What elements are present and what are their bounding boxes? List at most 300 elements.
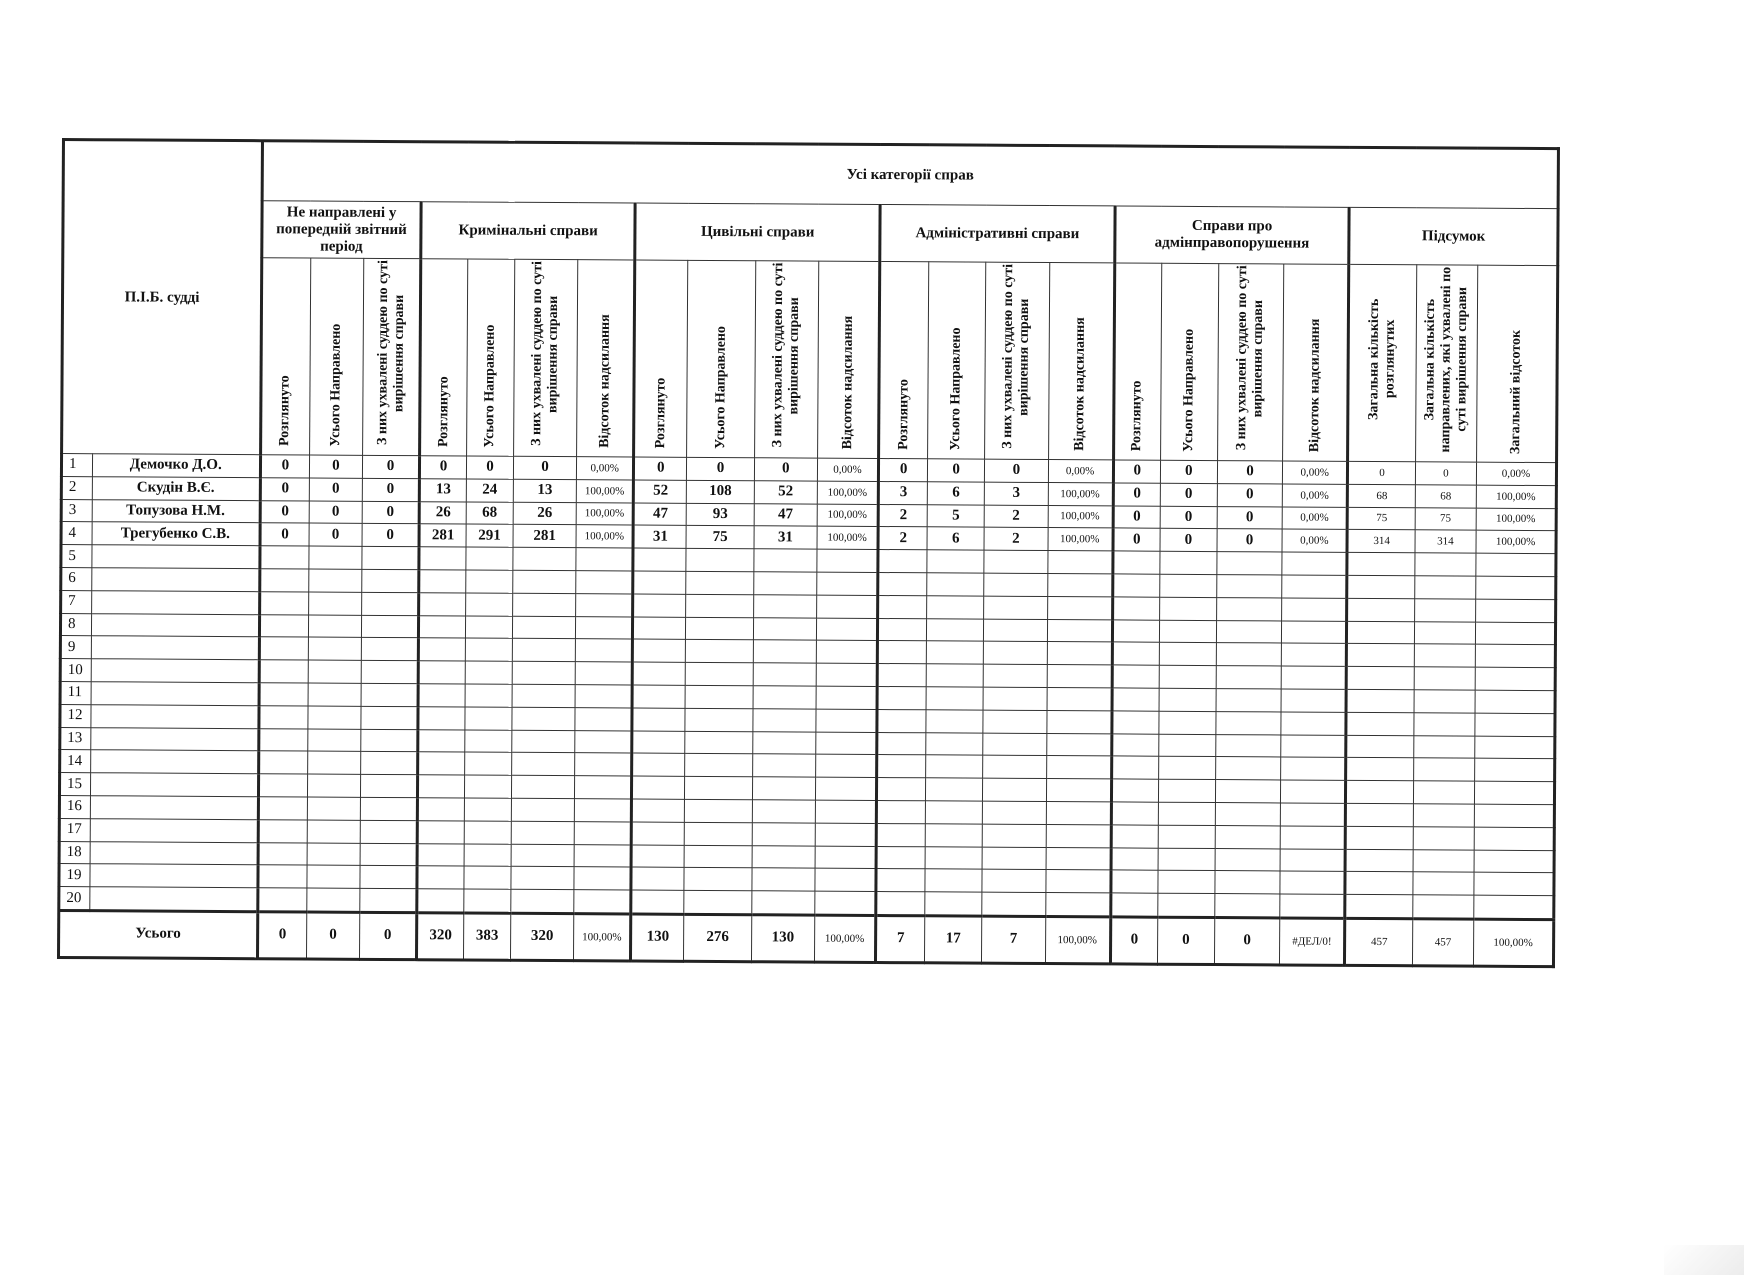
table-cell	[576, 616, 633, 639]
table-cell	[1282, 598, 1347, 621]
table-cell	[632, 799, 685, 822]
table-cell	[815, 823, 876, 846]
table-cell	[1474, 872, 1554, 895]
table-cell	[1474, 804, 1554, 827]
column-header-label: Загальна кількість розглянутих	[1366, 298, 1399, 420]
table-cell	[362, 547, 419, 570]
table-cell	[1413, 849, 1474, 872]
table-cell	[926, 687, 983, 710]
table-cell	[751, 891, 814, 915]
total-cell: 0	[306, 912, 359, 959]
table-cell	[466, 593, 513, 616]
table-cell	[816, 754, 877, 777]
judge-name: Скудін В.Є.	[92, 476, 260, 500]
table-cell	[513, 570, 576, 593]
table-cell	[258, 819, 307, 842]
table-cell	[686, 594, 753, 617]
table-cell	[464, 775, 511, 798]
table-cell: 0	[1113, 528, 1160, 551]
column-header-label: З них ухвалені суддею по суті вирішення справи	[1234, 265, 1267, 451]
group-header-5: Справи про адмінправопорушення	[1115, 206, 1350, 264]
table-cell	[1346, 712, 1413, 735]
table-cell	[753, 663, 816, 686]
table-cell	[816, 709, 877, 732]
table-cell: 100,00%	[817, 481, 878, 504]
total-cell: 100,00%	[1473, 919, 1553, 966]
table-cell	[418, 706, 465, 729]
table-cell	[1282, 552, 1347, 575]
table-cell: 0	[309, 501, 362, 524]
table-cell	[1159, 574, 1216, 597]
table-cell	[1280, 826, 1345, 849]
table-cell	[753, 708, 816, 731]
table-cell	[925, 846, 982, 869]
table-cell	[1347, 644, 1414, 667]
table-cell	[418, 661, 465, 684]
table-cell	[984, 596, 1047, 619]
total-cell: 100,00%	[1045, 916, 1111, 963]
table-cell	[633, 639, 686, 662]
table-cell	[360, 774, 417, 797]
table-cell	[1215, 871, 1280, 894]
judge-name	[89, 887, 257, 912]
table-cell	[417, 820, 464, 843]
table-cell: 0	[362, 455, 419, 478]
table-cell	[361, 706, 418, 729]
table-cell: 0	[1160, 506, 1217, 529]
total-cell: 0	[1214, 917, 1280, 964]
group-header-3: Цивільні справи	[635, 203, 880, 261]
table-cell	[1281, 643, 1346, 666]
table-cell	[632, 822, 685, 845]
table-cell	[309, 592, 362, 615]
table-cell	[925, 824, 982, 847]
table-cell	[1281, 735, 1346, 758]
table-cell	[925, 892, 982, 916]
judge-name	[90, 773, 258, 797]
total-cell: 17	[925, 916, 982, 963]
table-cell	[465, 730, 512, 753]
row-number: 20	[59, 887, 90, 911]
table-cell	[417, 843, 464, 866]
table-cell	[633, 617, 686, 640]
table-cell: 100,00%	[817, 527, 878, 550]
table-cell	[259, 728, 308, 751]
table-cell	[360, 866, 417, 889]
column-header-label: З них ухвалені суддею по суті вирішення справи	[529, 261, 562, 447]
table-cell	[574, 844, 631, 867]
table-cell	[465, 638, 512, 661]
table-cell: 0,00%	[577, 457, 634, 480]
table-cell	[512, 639, 575, 662]
table-cell	[876, 823, 925, 846]
judge-name	[90, 750, 258, 774]
table-cell	[1158, 871, 1215, 894]
column-header-cell	[261, 258, 311, 455]
table-cell	[361, 752, 418, 775]
table-cell	[1160, 551, 1217, 574]
row-number: 11	[60, 681, 91, 704]
table-cell	[815, 891, 876, 915]
judge-name: Топузова Н.М.	[92, 499, 260, 523]
table-cell: 0	[985, 459, 1048, 482]
table-cell	[878, 618, 927, 641]
column-header-label: Розглянуто	[277, 375, 293, 447]
table-cell	[1216, 620, 1281, 643]
table-cell	[984, 642, 1047, 665]
column-header-label: Розглянуто	[895, 379, 912, 451]
table-cell: 2	[984, 505, 1047, 528]
table-cell	[1216, 734, 1281, 757]
table-cell: 75	[1348, 507, 1415, 530]
table-cell	[1046, 801, 1111, 824]
table-cell: 2	[878, 527, 927, 550]
table-cell: 100,00%	[576, 502, 633, 525]
table-cell	[1475, 645, 1555, 668]
table-cell	[574, 890, 631, 914]
table-cell	[513, 593, 576, 616]
table-cell: 100,00%	[1476, 485, 1556, 508]
table-cell	[1047, 687, 1112, 710]
column-header-label: Розглянуто	[652, 377, 669, 449]
table-cell	[632, 662, 685, 685]
table-cell	[877, 686, 926, 709]
table-cell	[512, 753, 575, 776]
table-cell	[464, 889, 511, 913]
table-cell: 0	[260, 500, 309, 523]
table-cell	[1217, 552, 1282, 575]
table-cell	[816, 640, 877, 663]
table-cell: 100,00%	[576, 525, 633, 548]
table-cell	[1047, 642, 1112, 665]
table-cell: 281	[513, 525, 576, 548]
table-cell	[1111, 847, 1158, 870]
judge-name	[90, 864, 258, 888]
column-header-cell	[687, 260, 756, 457]
row-number: 6	[61, 567, 92, 590]
table-cell	[927, 596, 984, 619]
total-cell: 100,00%	[574, 914, 631, 961]
table-cell	[685, 731, 752, 754]
table-cell: 100,00%	[1476, 508, 1556, 531]
table-cell	[925, 801, 982, 824]
table-cell: 3	[878, 481, 927, 504]
judge-name	[91, 613, 259, 637]
table-cell	[632, 685, 685, 708]
column-header-cell	[1283, 264, 1349, 461]
table-cell	[633, 594, 686, 617]
table-cell	[1280, 803, 1345, 826]
table-cell	[927, 618, 984, 641]
table-cell	[307, 865, 360, 888]
table-cell: 2	[984, 528, 1047, 551]
table-cell	[1112, 688, 1159, 711]
table-cell: 5	[927, 504, 984, 527]
table-cell	[1046, 710, 1111, 733]
table-cell	[464, 798, 511, 821]
column-header-cell	[1048, 263, 1114, 460]
table-cell	[1111, 870, 1158, 893]
table-cell	[1474, 827, 1554, 850]
row-number: 5	[61, 545, 92, 568]
column-header-cell	[1415, 265, 1477, 462]
row-number: 8	[60, 613, 91, 636]
table-cell	[259, 705, 308, 728]
group-header-1: Не направлені у попередній звітний період	[262, 201, 421, 259]
table-cell	[926, 732, 983, 755]
table-cell	[876, 869, 925, 892]
column-header-label: Усього Направлено	[482, 324, 498, 448]
column-header-label: Відсоток надсилання	[596, 314, 613, 449]
table-cell: 47	[633, 503, 686, 526]
table-cell	[512, 730, 575, 753]
table-cell	[1346, 826, 1413, 849]
judge-name: Демочко Д.О.	[92, 454, 260, 478]
table-cell	[1215, 780, 1280, 803]
table-cell	[259, 660, 308, 683]
judge-name	[90, 818, 258, 842]
column-header-label: Розглянуто	[435, 376, 452, 448]
table-cell	[632, 731, 685, 754]
table-cell	[1413, 758, 1474, 781]
table-cell	[575, 753, 632, 776]
table-cell	[1347, 667, 1414, 690]
table-cell: 0,00%	[1283, 461, 1348, 484]
table-cell	[417, 866, 464, 889]
table-cell	[632, 708, 685, 731]
table-cell: 100,00%	[817, 504, 878, 527]
row-number: 16	[59, 795, 90, 818]
table-cell	[1476, 553, 1556, 576]
table-cell: 0,00%	[817, 458, 878, 481]
table-cell	[1045, 893, 1110, 917]
column-header-label: Загальний відсоток	[1508, 329, 1524, 454]
table-cell: 100,00%	[576, 479, 633, 502]
table-cell	[1346, 781, 1413, 804]
table-cell	[926, 778, 983, 801]
table-cell	[309, 569, 362, 592]
table-cell	[1415, 553, 1476, 576]
judge-name	[91, 590, 259, 614]
table-cell: 26	[419, 501, 466, 524]
table-cell	[465, 707, 512, 730]
table-cell	[753, 640, 816, 663]
table-cell	[258, 865, 307, 888]
judge-name	[90, 841, 258, 865]
table-cell: 100,00%	[1047, 528, 1112, 551]
table-cell: 0	[634, 457, 687, 480]
table-cell	[511, 844, 574, 867]
total-cell: 0	[257, 912, 306, 959]
table-cell	[817, 549, 878, 572]
table-cell	[1215, 803, 1280, 826]
table-cell	[1414, 713, 1475, 736]
column-header-label: Усього Направлено	[948, 327, 965, 451]
table-cell	[1476, 576, 1556, 599]
table-cell: 0	[1113, 460, 1160, 483]
column-header-label: З них ухвалені суддею по суті вирішення справи	[1000, 264, 1033, 450]
report-table	[57, 138, 1560, 968]
table-cell: 31	[633, 525, 686, 548]
judge-name	[90, 727, 258, 751]
table-cell	[983, 710, 1046, 733]
table-cell	[1158, 757, 1215, 780]
table-cell	[1217, 575, 1282, 598]
table-cell	[815, 846, 876, 869]
table-cell	[685, 822, 752, 845]
column-header-cell	[1217, 264, 1283, 461]
table-cell: 0	[1217, 461, 1282, 484]
table-cell	[1159, 620, 1216, 643]
table-cell	[927, 550, 984, 573]
table-cell	[686, 571, 753, 594]
table-cell	[1112, 642, 1159, 665]
row-number: 15	[59, 773, 90, 796]
table-cell: 26	[513, 502, 576, 525]
table-cell	[511, 798, 574, 821]
table-cell	[1281, 712, 1346, 735]
table-cell	[511, 867, 574, 890]
table-cell	[1281, 689, 1346, 712]
table-cell	[753, 617, 816, 640]
table-cell	[1216, 643, 1281, 666]
table-cell	[684, 868, 751, 891]
table-cell	[1047, 551, 1112, 574]
table-cell: 314	[1415, 530, 1476, 553]
row-number: 18	[59, 841, 90, 864]
table-cell	[307, 820, 360, 843]
column-header-cell	[985, 262, 1049, 459]
table-cell	[877, 641, 926, 664]
table-cell	[512, 684, 575, 707]
table-cell	[684, 890, 751, 914]
table-cell	[877, 732, 926, 755]
table-cell	[983, 778, 1046, 801]
column-header-cell	[1348, 264, 1417, 461]
table-cell: 0	[309, 523, 362, 546]
table-cell	[631, 867, 684, 890]
table-cell	[308, 683, 361, 706]
row-number: 12	[60, 704, 91, 727]
table-cell	[815, 777, 876, 800]
table-cell	[512, 707, 575, 730]
table-cell	[633, 571, 686, 594]
table-cell	[1216, 597, 1281, 620]
table-cell	[419, 615, 466, 638]
row-number: 1	[61, 454, 92, 477]
table-cell	[1280, 849, 1345, 872]
row-number: 14	[60, 750, 91, 773]
table-cell	[927, 573, 984, 596]
table-cell: 6	[927, 527, 984, 550]
table-cell	[926, 641, 983, 664]
table-cell	[816, 618, 877, 641]
table-cell	[258, 774, 307, 797]
table-cell	[1158, 848, 1215, 871]
table-cell	[513, 547, 576, 570]
table-cell	[1345, 849, 1412, 872]
column-header-cell	[879, 261, 929, 458]
table-cell	[512, 661, 575, 684]
table-cell	[360, 797, 417, 820]
column-header-cell	[1160, 263, 1218, 460]
table-cell	[753, 686, 816, 709]
table-cell	[983, 664, 1046, 687]
table-cell	[418, 775, 465, 798]
table-cell	[1046, 756, 1111, 779]
judge-name	[91, 568, 259, 592]
total-cell: 320	[417, 913, 464, 960]
table-cell: 0	[466, 456, 513, 479]
table-cell	[1281, 780, 1346, 803]
table-cell	[258, 842, 307, 865]
total-cell: 0	[1157, 917, 1214, 964]
table-cell	[1216, 711, 1281, 734]
table-cell	[575, 662, 632, 685]
table-cell	[574, 821, 631, 844]
table-cell	[815, 800, 876, 823]
table-cell	[1159, 711, 1216, 734]
table-cell	[259, 614, 308, 637]
table-cell	[632, 776, 685, 799]
table-cell	[307, 774, 360, 797]
table-cell	[1413, 804, 1474, 827]
table-cell	[465, 616, 512, 639]
table-cell: 31	[754, 526, 817, 549]
row-number: 19	[59, 864, 90, 887]
table-cell	[361, 638, 418, 661]
column-header-label: Відсоток надсилання	[1072, 317, 1089, 452]
row-number: 2	[61, 476, 92, 499]
table-cell	[1475, 667, 1555, 690]
table-cell	[925, 869, 982, 892]
table-cell	[361, 661, 418, 684]
table-cell: 0	[309, 478, 362, 501]
table-cell	[1280, 871, 1345, 894]
table-cell	[1111, 756, 1158, 779]
table-cell: 2	[878, 504, 927, 527]
table-cell	[419, 592, 466, 615]
table-cell	[752, 777, 815, 800]
table-cell	[575, 685, 632, 708]
table-cell	[817, 572, 878, 595]
table-cell	[1414, 667, 1475, 690]
table-cell	[1113, 551, 1160, 574]
table-cell: 0,00%	[1048, 460, 1113, 483]
table-cell	[982, 847, 1045, 870]
judge-name	[91, 682, 259, 706]
table-cell	[259, 751, 308, 774]
table-cell	[465, 661, 512, 684]
table-cell	[1158, 802, 1215, 825]
table-cell	[575, 730, 632, 753]
table-cell: 0	[309, 455, 362, 478]
table-cell: 68	[466, 502, 513, 525]
table-cell	[307, 888, 360, 912]
judge-name	[91, 636, 259, 660]
table-cell	[1345, 894, 1412, 918]
column-header-label: З них ухвалені суддею по суті вирішення справи	[769, 262, 802, 448]
table-cell	[419, 570, 466, 593]
table-cell	[466, 570, 513, 593]
table-cell	[308, 615, 361, 638]
table-cell	[1414, 735, 1475, 758]
column-header-label: Відсоток надсилання	[839, 316, 856, 450]
table-cell	[360, 888, 417, 912]
total-cell: 457	[1412, 919, 1474, 966]
table-cell	[1158, 734, 1215, 757]
judge-name	[91, 545, 259, 569]
